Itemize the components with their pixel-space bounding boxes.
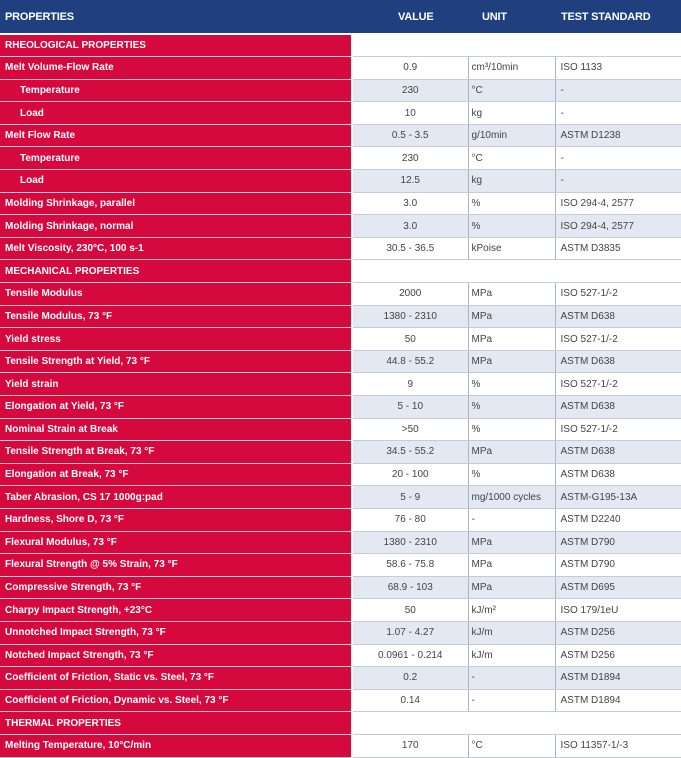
property-test-standard: ASTM D638 — [555, 396, 681, 419]
property-unit: kJ/m — [468, 621, 555, 644]
property-value: 9 — [352, 373, 468, 396]
property-value: 0.0961 - 0.214 — [352, 644, 468, 667]
property-value: 12.5 — [352, 170, 468, 193]
property-unit: % — [468, 192, 555, 215]
header-unit: UNIT — [468, 0, 555, 34]
property-value: 0.14 — [352, 689, 468, 712]
property-value: 58.6 - 75.8 — [352, 554, 468, 577]
property-value: 1380 - 2310 — [352, 305, 468, 328]
table-row — [0, 734, 681, 757]
property-test-standard: ISO 1133 — [555, 57, 681, 80]
property-value: 10 — [352, 102, 468, 125]
property-name: Coefficient of Friction, Dynamic vs. Steel, 73 °F — [0, 689, 352, 712]
property-test-standard: ISO 527-1/-2 — [555, 418, 681, 441]
property-unit: g/10min — [468, 124, 555, 147]
property-name: Hardness, Shore D, 73 °F — [0, 508, 352, 531]
section-header-row — [0, 712, 681, 735]
property-name: Molding Shrinkage, parallel — [0, 192, 352, 215]
section-title: THERMAL PROPERTIES — [0, 712, 352, 735]
property-value: 68.9 - 103 — [352, 576, 468, 599]
table-row — [0, 689, 681, 712]
table-row — [0, 531, 681, 554]
section-title: RHEOLOGICAL PROPERTIES — [0, 34, 352, 57]
table-header-row — [0, 0, 681, 34]
property-name: Tensile Modulus — [0, 283, 352, 306]
table-row — [0, 79, 681, 102]
property-name: Flexural Strength @ 5% Strain, 73 °F — [0, 554, 352, 577]
table-row — [0, 283, 681, 306]
property-test-standard: ISO 294-4, 2577 — [555, 192, 681, 215]
property-test-standard: ASTM D2240 — [555, 508, 681, 531]
table-row — [0, 350, 681, 373]
property-unit: MPa — [468, 531, 555, 554]
section-header-row — [0, 34, 681, 57]
property-name: Yield stress — [0, 328, 352, 351]
property-test-standard: - — [555, 79, 681, 102]
property-name: Temperature — [0, 147, 352, 170]
table-row — [0, 508, 681, 531]
property-value: 170 — [352, 734, 468, 757]
table-row — [0, 463, 681, 486]
property-name: Unnotched Impact Strength, 73 °F — [0, 621, 352, 644]
property-unit: °C — [468, 79, 555, 102]
table-row — [0, 102, 681, 125]
property-unit: % — [468, 373, 555, 396]
table-row — [0, 305, 681, 328]
property-name: Temperature — [0, 79, 352, 102]
table-row — [0, 124, 681, 147]
property-unit: % — [468, 215, 555, 238]
property-unit: MPa — [468, 283, 555, 306]
property-test-standard: ASTM D1894 — [555, 667, 681, 690]
property-test-standard: ISO 527-1/-2 — [555, 328, 681, 351]
header-test-standard: TEST STANDARD — [555, 0, 681, 34]
property-name: Tensile Strength at Yield, 73 °F — [0, 350, 352, 373]
property-unit: mg/1000 cycles — [468, 486, 555, 509]
table-body — [0, 34, 681, 757]
table-row — [0, 147, 681, 170]
property-test-standard: ISO 294-4, 2577 — [555, 215, 681, 238]
section-header-row — [0, 260, 681, 283]
property-unit: - — [468, 667, 555, 690]
property-value: 20 - 100 — [352, 463, 468, 486]
table-row — [0, 373, 681, 396]
property-name: Melting Temperature, 10°C/min — [0, 734, 352, 757]
property-unit: °C — [468, 147, 555, 170]
property-unit: - — [468, 689, 555, 712]
property-name: Coefficient of Friction, Static vs. Steel, 73 °F — [0, 667, 352, 690]
property-unit: MPa — [468, 328, 555, 351]
property-name: Load — [0, 170, 352, 193]
property-name: Tensile Strength at Break, 73 °F — [0, 441, 352, 464]
property-unit: cm³/10min — [468, 57, 555, 80]
property-value: 50 — [352, 328, 468, 351]
property-value: 76 - 80 — [352, 508, 468, 531]
property-value: 230 — [352, 147, 468, 170]
table-row — [0, 418, 681, 441]
property-test-standard: ASTM D638 — [555, 463, 681, 486]
property-value: 5 - 9 — [352, 486, 468, 509]
property-value: 5 - 10 — [352, 396, 468, 419]
property-unit: - — [468, 508, 555, 531]
property-name: Charpy Impact Strength, +23°C — [0, 599, 352, 622]
property-test-standard: ASTM D638 — [555, 305, 681, 328]
property-value: 30.5 - 36.5 — [352, 237, 468, 260]
section-blank-cell — [352, 34, 681, 57]
property-value: 230 — [352, 79, 468, 102]
table-row — [0, 644, 681, 667]
property-unit: MPa — [468, 350, 555, 373]
section-title: MECHANICAL PROPERTIES — [0, 260, 352, 283]
property-unit: % — [468, 396, 555, 419]
property-test-standard: ASTM-G195-13A — [555, 486, 681, 509]
property-value: 3.0 — [352, 215, 468, 238]
property-value: 1380 - 2310 — [352, 531, 468, 554]
property-name: Elongation at Break, 73 °F — [0, 463, 352, 486]
property-value: 1.07 - 4.27 — [352, 621, 468, 644]
property-name: Notched Impact Strength, 73 °F — [0, 644, 352, 667]
property-unit: kPoise — [468, 237, 555, 260]
property-name: Melt Volume-Flow Rate — [0, 57, 352, 80]
property-value: 3.0 — [352, 192, 468, 215]
table-row — [0, 667, 681, 690]
property-test-standard: - — [555, 170, 681, 193]
property-name: Taber Abrasion, CS 17 1000g:pad — [0, 486, 352, 509]
property-test-standard: ASTM D256 — [555, 644, 681, 667]
property-test-standard: ASTM D1238 — [555, 124, 681, 147]
property-test-standard: - — [555, 102, 681, 125]
table-row — [0, 576, 681, 599]
header-value: VALUE — [352, 0, 468, 34]
property-value: 50 — [352, 599, 468, 622]
property-value: 2000 — [352, 283, 468, 306]
table-row — [0, 237, 681, 260]
property-value: 0.2 — [352, 667, 468, 690]
table-row — [0, 621, 681, 644]
property-unit: kg — [468, 170, 555, 193]
table-row — [0, 441, 681, 464]
property-unit: °C — [468, 734, 555, 757]
table-row — [0, 599, 681, 622]
property-test-standard: ASTM D256 — [555, 621, 681, 644]
property-name: Elongation at Yield, 73 °F — [0, 396, 352, 419]
property-test-standard: ISO 527-1/-2 — [555, 283, 681, 306]
property-test-standard: ASTM D638 — [555, 350, 681, 373]
section-blank-cell — [352, 712, 681, 735]
property-test-standard: ASTM D790 — [555, 531, 681, 554]
property-unit: % — [468, 418, 555, 441]
property-test-standard: ASTM D1894 — [555, 689, 681, 712]
property-test-standard: ISO 11357-1/-3 — [555, 734, 681, 757]
property-unit: MPa — [468, 441, 555, 464]
table-row — [0, 170, 681, 193]
property-unit: MPa — [468, 576, 555, 599]
property-test-standard: ASTM D790 — [555, 554, 681, 577]
property-name: Melt Flow Rate — [0, 124, 352, 147]
property-test-standard: ASTM D695 — [555, 576, 681, 599]
property-name: Load — [0, 102, 352, 125]
table-row — [0, 396, 681, 419]
property-value: 44.8 - 55.2 — [352, 350, 468, 373]
table-row — [0, 57, 681, 80]
property-value: 0.5 - 3.5 — [352, 124, 468, 147]
property-unit: MPa — [468, 554, 555, 577]
table-row — [0, 328, 681, 351]
table-row — [0, 215, 681, 238]
property-name: Flexural Modulus, 73 °F — [0, 531, 352, 554]
property-value: 34.5 - 55.2 — [352, 441, 468, 464]
property-test-standard: ISO 179/1eU — [555, 599, 681, 622]
header-properties: PROPERTIES — [0, 0, 352, 34]
property-test-standard: ASTM D3835 — [555, 237, 681, 260]
property-name: Nominal Strain at Break — [0, 418, 352, 441]
property-test-standard: ASTM D638 — [555, 441, 681, 464]
property-unit: MPa — [468, 305, 555, 328]
property-name: Molding Shrinkage, normal — [0, 215, 352, 238]
property-value: >50 — [352, 418, 468, 441]
table-row — [0, 486, 681, 509]
property-name: Melt Viscosity, 230°C, 100 s-1 — [0, 237, 352, 260]
property-unit: kJ/m — [468, 644, 555, 667]
section-blank-cell — [352, 260, 681, 283]
property-test-standard: - — [555, 147, 681, 170]
table-row — [0, 192, 681, 215]
property-unit: kJ/m² — [468, 599, 555, 622]
table-row — [0, 554, 681, 577]
property-name: Tensile Modulus, 73 °F — [0, 305, 352, 328]
property-unit: % — [468, 463, 555, 486]
property-test-standard: ISO 527-1/-2 — [555, 373, 681, 396]
property-name: Yield strain — [0, 373, 352, 396]
property-unit: kg — [468, 102, 555, 125]
property-name: Compressive Strength, 73 °F — [0, 576, 352, 599]
property-value: 0.9 — [352, 57, 468, 80]
